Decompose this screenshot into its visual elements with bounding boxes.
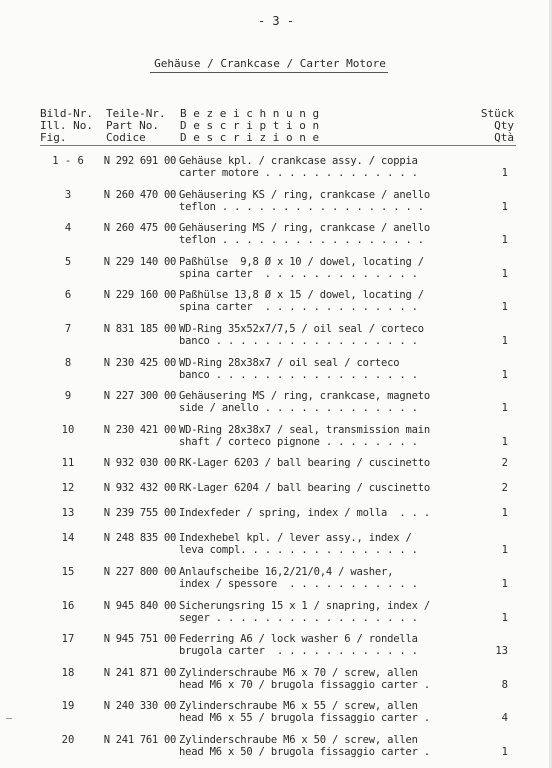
part-description: Gehäusering KS / ring, crankcase / anello teflon . . . . . . . . . . . . . . . . . — [179, 188, 430, 213]
quantity: 1 — [501, 167, 508, 179]
part-description: Sicherungsring 15 x 1 / snapring, index / seger . . . . . . . . . . . . . . . . . — [179, 599, 430, 624]
quantity: 1 — [501, 335, 508, 347]
table-row — [0, 700, 552, 724]
quantity: 1 — [501, 611, 508, 624]
fig-number: 1 - 6 — [52, 155, 84, 167]
quantity: 1 — [501, 578, 508, 590]
table-row — [0, 507, 552, 519]
fig-number: 8 — [64, 356, 72, 369]
fig-number: 20 — [61, 734, 75, 746]
part-number: N 260 470 00 — [103, 188, 176, 201]
page-title: Gehäuse / Crankcase / Carter Motore — [154, 57, 386, 70]
part-description: Indexfeder / spring, index / molla . . . — [179, 507, 430, 520]
table-row — [0, 289, 552, 313]
quantity: 1 — [501, 435, 508, 448]
fig-number: 17 — [61, 633, 75, 646]
part-description: Zylinderschraube M6 x 70 / screw, allen head M6 x 70 / brugola fissaggio carter . — [179, 666, 430, 691]
fig-number: 11 — [61, 457, 75, 470]
header-divider — [40, 145, 516, 146]
fig-number: 15 — [61, 566, 75, 578]
quantity: 2 — [501, 457, 508, 470]
header-fig: Bild-Nr. Ill. No. Fig. — [40, 107, 93, 144]
table-row — [0, 256, 552, 280]
fig-number: 10 — [61, 423, 75, 436]
fig-number: 5 — [64, 255, 72, 268]
fig-number: 3 — [64, 188, 72, 201]
page-number: - 3 - — [257, 14, 295, 28]
table-row — [0, 222, 552, 246]
quantity: 2 — [501, 482, 508, 495]
quantity: 1 — [501, 507, 508, 520]
part-description: RK-Lager 6204 / ball bearing / cuscinetto — [179, 482, 430, 495]
part-number: N 260 475 00 — [103, 222, 176, 235]
part-number: N 292 691 00 — [103, 155, 176, 167]
quantity: 1 — [501, 402, 508, 415]
part-description: Indexhebel kpl. / lever assy., index / leva compl. . . . . . . . . . . . . . . — [179, 532, 418, 557]
part-number: N 932 030 00 — [103, 457, 176, 470]
part-description: Gehäuse kpl. / crankcase assy. / coppia carter motore . . . . . . . . . . . . . — [179, 155, 418, 179]
part-description: Federring A6 / lock washer 6 / rondella brugola carter . . . . . . . . . . . . — [179, 633, 418, 658]
part-number: N 227 300 00 — [103, 390, 176, 403]
part-description: Paßhülse 13,8 Ø x 15 / dowel, locating / spina carter . . . . . . . . . . . . . — [179, 289, 424, 314]
table-row — [0, 390, 552, 414]
scan-mark — [6, 718, 12, 719]
part-number: N 945 840 00 — [103, 599, 176, 612]
part-number: N 229 160 00 — [103, 289, 176, 302]
table-row — [0, 357, 552, 381]
part-number: N 229 140 00 — [103, 255, 176, 268]
part-number: N 230 421 00 — [103, 423, 176, 436]
table-row — [0, 424, 552, 448]
quantity: 4 — [501, 712, 508, 725]
table-row — [0, 155, 552, 179]
part-number: N 227 800 00 — [103, 566, 176, 578]
part-number: N 831 185 00 — [103, 323, 176, 335]
part-number: N 932 432 00 — [103, 482, 176, 495]
fig-number: 4 — [64, 222, 72, 235]
quantity: 13 — [495, 645, 508, 658]
part-number: N 239 755 00 — [103, 507, 176, 520]
quantity: 1 — [501, 200, 508, 213]
table-row — [0, 566, 552, 590]
title-underline — [150, 72, 388, 73]
part-description: Zylinderschraube M6 x 50 / screw, allen head M6 x 50 / brugola fissaggio carter . — [179, 734, 430, 758]
fig-number: 16 — [61, 599, 75, 612]
fig-number: 9 — [64, 390, 72, 403]
quantity: 8 — [501, 678, 508, 691]
part-number: N 230 425 00 — [103, 356, 176, 369]
table-row — [0, 667, 552, 691]
quantity: 1 — [501, 301, 508, 314]
part-description: RK-Lager 6203 / ball bearing / cuscinetto — [179, 457, 430, 470]
part-description: WD-Ring 35x52x7/7,5 / oil seal / corteco banco . . . . . . . . . . . . . . . . . — [179, 323, 424, 347]
table-row — [0, 600, 552, 624]
fig-number: 19 — [61, 700, 75, 713]
part-description: Gehäusering MS / ring, crankcase, magneto side / anello . . . . . . . . . . . . . — [179, 390, 430, 415]
part-number: N 241 761 00 — [103, 734, 176, 746]
fig-number: 6 — [64, 289, 72, 302]
quantity: 1 — [501, 746, 508, 758]
table-row — [0, 482, 552, 494]
part-description: WD-Ring 28x38x7 / oil seal / corteco banco . . . . . . . . . . . . . . . . . — [179, 356, 418, 381]
part-description: Paßhülse 9,8 Ø x 10 / dowel, locating / spina carter . . . . . . . . . . . . . — [179, 255, 424, 280]
fig-number: 12 — [61, 482, 75, 495]
part-description: Gehäusering MS / ring, crankcase / anello teflon . . . . . . . . . . . . . . . . . — [179, 222, 430, 247]
fig-number: 14 — [61, 532, 75, 545]
fig-number: 7 — [64, 323, 72, 335]
header-qty: Stück Qty Qtà — [480, 107, 514, 144]
header-part-no: Teile-Nr. Part No. Codice — [106, 107, 166, 144]
quantity: 1 — [501, 234, 508, 247]
part-number: N 248 835 00 — [103, 532, 176, 545]
fig-number: 13 — [61, 507, 75, 520]
part-description: Zylinderschraube M6 x 55 / screw, allen head M6 x 55 / brugola fissaggio carter . — [179, 700, 430, 725]
quantity: 1 — [501, 368, 508, 381]
part-number: N 240 330 00 — [103, 700, 176, 713]
part-description: Anlaufscheibe 16,2/21/0,4 / washer, index / spessore . . . . . . . . . . . — [179, 566, 418, 590]
part-number: N 241 871 00 — [103, 666, 176, 679]
header-description: B e z e i c h n u n g D e s c r i p t i o n D e s c r i z i o n e — [180, 107, 320, 144]
part-description: WD-Ring 28x38x7 / seal, transmission main shaft / corteco pignone . . . . . . . . — [179, 423, 430, 448]
part-number: N 945 751 00 — [103, 633, 176, 646]
table-row — [0, 323, 552, 347]
table-row — [0, 633, 552, 657]
quantity: 1 — [501, 267, 508, 280]
quantity: 1 — [501, 544, 508, 557]
fig-number: 18 — [61, 666, 75, 679]
table-row — [0, 734, 552, 758]
table-row — [0, 532, 552, 556]
table-row — [0, 457, 552, 469]
table-row — [0, 189, 552, 213]
